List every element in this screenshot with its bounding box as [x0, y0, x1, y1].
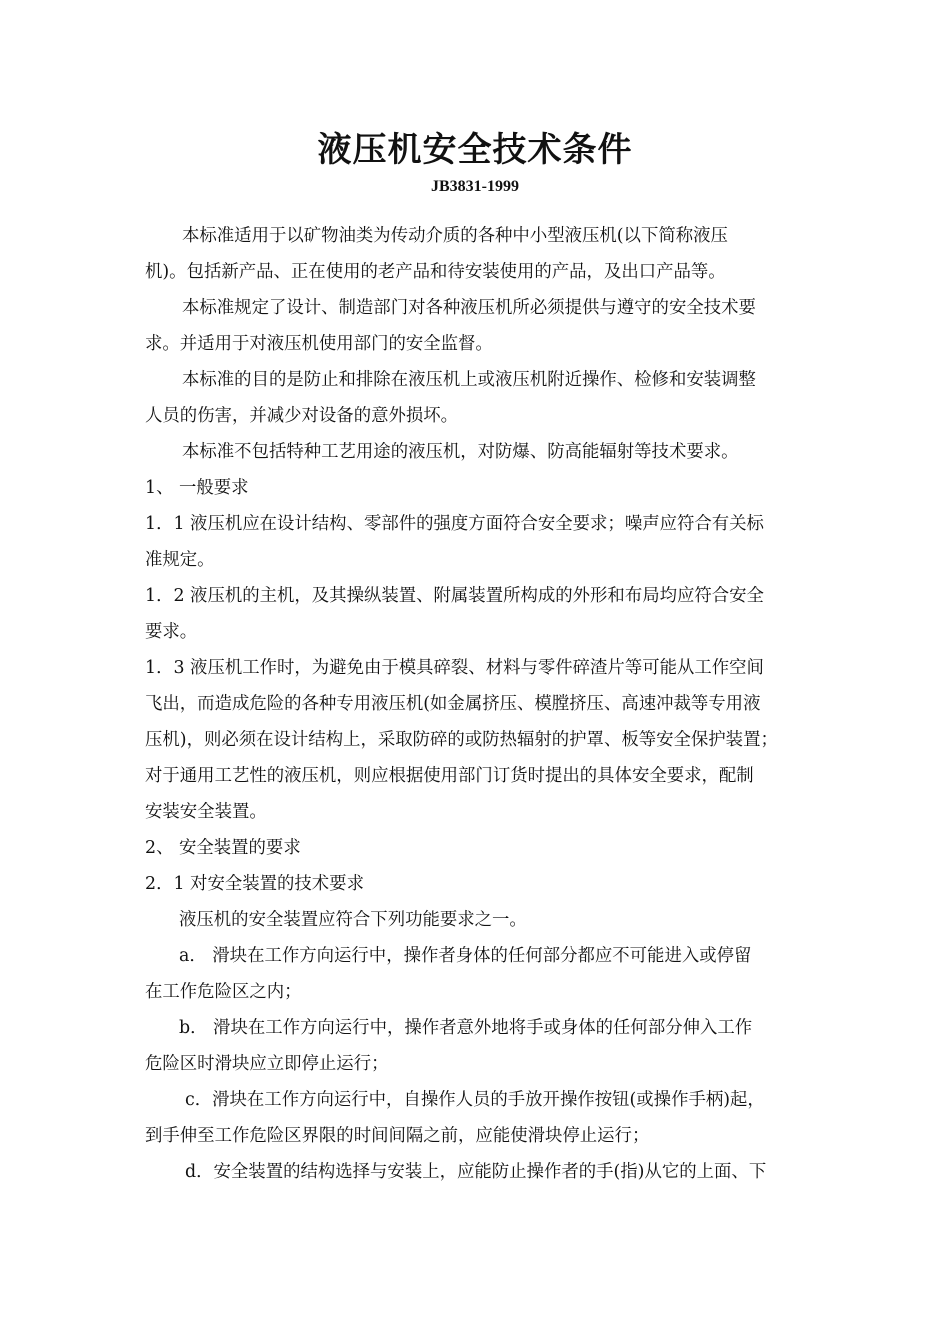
- clause-line: 1．3 液压机工作时，为避免由于模具碎裂、材料与零件碎渣片等可能从工作空间: [145, 658, 764, 678]
- list-item-b: b． 滑块在工作方向运行中，操作者意外地将手或身体的任何部分伸入工作: [179, 1018, 753, 1038]
- section-heading: 2、 安全装置的要求: [145, 838, 301, 858]
- paragraph-line: 本标准的目的是防止和排除在液压机上或液压机附近操作、检修和安装调整: [182, 370, 756, 390]
- clause-line: 对于通用工艺性的液压机，则应根据使用部门订货时提出的具体安全要求，配制: [145, 766, 754, 786]
- list-item-c-cont: 到手伸至工作危险区界限的时间间隔之前，应能使滑块停止运行；: [145, 1126, 650, 1146]
- paragraph-line: 本标准不包括特种工艺用途的液压机，对防爆、防高能辐射等技术要求。: [182, 442, 739, 462]
- paragraph-line: 液压机的安全装置应符合下列功能要求之一。: [179, 910, 527, 930]
- list-item-a: a． 滑块在工作方向运行中，操作者身体的任何部分都应不可能进入或停留: [179, 946, 752, 966]
- section-heading: 1、 一般要求: [145, 478, 249, 498]
- paragraph-line: 本标准规定了设计、制造部门对各种液压机所必须提供与遵守的安全技术要: [182, 298, 756, 318]
- document-body: [145, 218, 809, 1190]
- clause-line: 1．2 液压机的主机，及其操纵装置、附属装置所构成的外形和布局均应符合安全: [145, 586, 764, 606]
- paragraph-line: 机)。包括新产品、正在使用的老产品和待安装使用的产品，及出口产品等。: [145, 262, 726, 282]
- clause-line: 1．1 液压机应在设计结构、零部件的强度方面符合安全要求；噪声应符合有关标: [145, 514, 764, 534]
- paragraph-line: 求。并适用于对液压机使用部门的安全监督。: [145, 334, 493, 354]
- list-item-c: c．滑块在工作方向运行中，自操作人员的手放开操作按钮(或操作手柄)起，: [185, 1090, 765, 1110]
- paragraph-line: 本标准适用于以矿物油类为传动介质的各种中小型液压机(以下简称液压: [182, 226, 728, 246]
- clause-line: 准规定。: [145, 550, 215, 570]
- clause-line: 飞出，而造成危险的各种专用液压机(如金属挤压、模膛挤压、高速冲裁等专用液: [145, 694, 761, 714]
- standard-code: JB3831-1999: [431, 178, 519, 195]
- paragraph-line: 人员的伤害，并减少对设备的意外损坏。: [145, 406, 459, 426]
- clause-line: 2．1 对安全装置的技术要求: [145, 874, 364, 894]
- list-item-a-cont: 在工作危险区之内；: [145, 982, 302, 1002]
- list-item-d: d．安全装置的结构选择与安装上，应能防止操作者的手(指)从它的上面、下: [185, 1162, 767, 1182]
- document-title: 液压机安全技术条件: [317, 130, 633, 170]
- clause-line: 安装安全装置。: [145, 802, 267, 822]
- clause-line: 压机)，则必须在设计结构上，采取防碎的或防热辐射的护罩、板等安全保护装置；: [145, 730, 778, 750]
- clause-line: 要求。: [145, 622, 198, 642]
- list-item-b-cont: 危险区时滑块应立即停止运行；: [145, 1054, 389, 1074]
